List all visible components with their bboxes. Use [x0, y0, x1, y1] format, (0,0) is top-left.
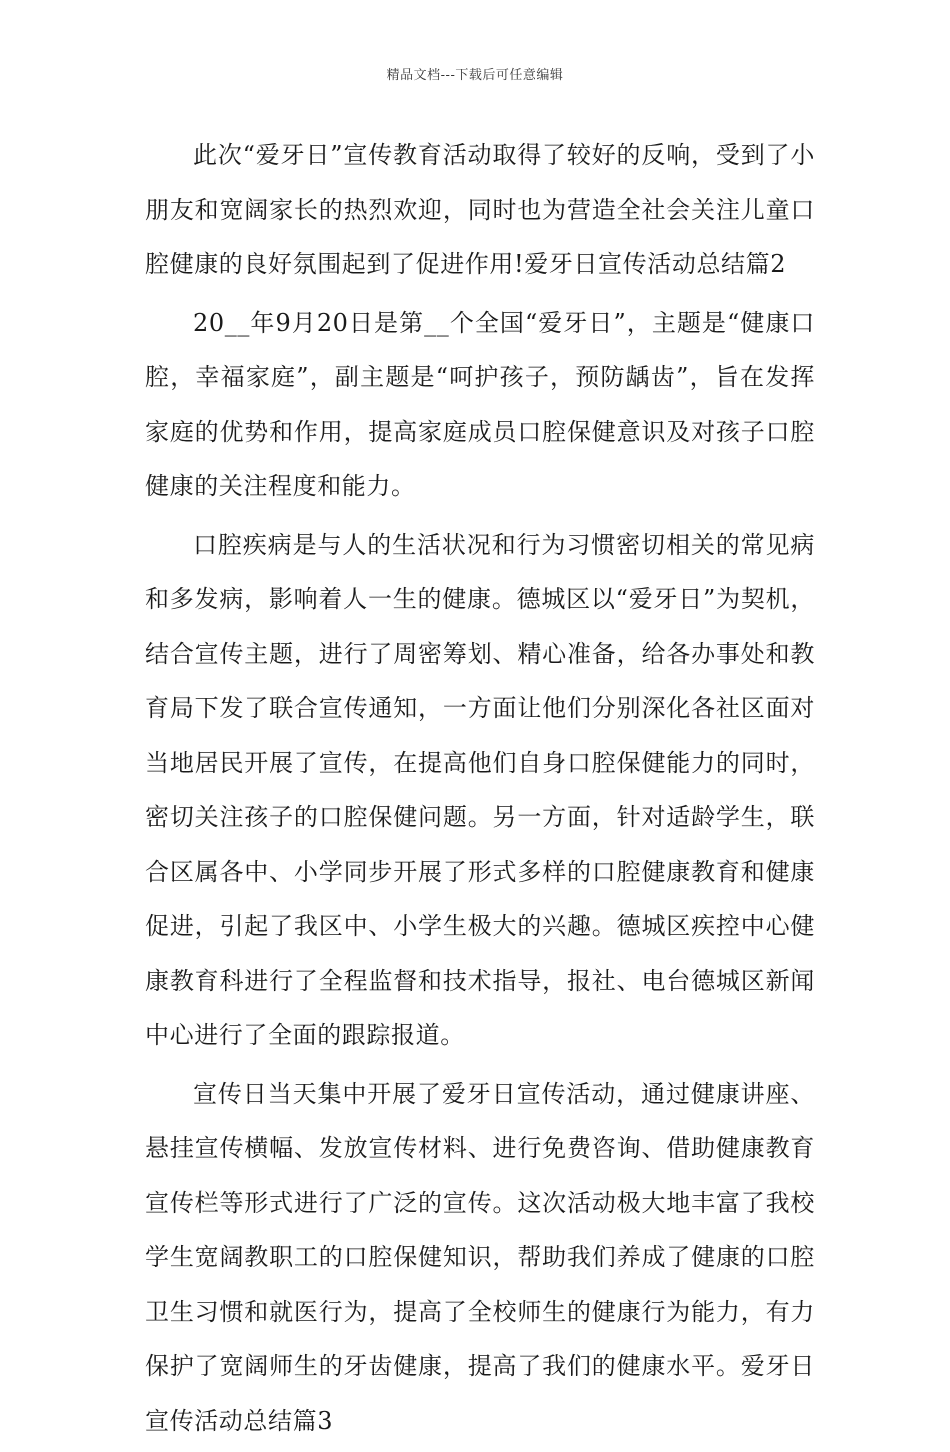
paragraph-1: 此次“爱牙日”宣传教育活动取得了较好的反响，受到了小朋友和宽阔家长的热烈欢迎，同时也为营造全社会关注儿童口腔健康的良好氛围起到了促进作用!爱牙日宣传活动总结篇2 — [145, 141, 815, 278]
paragraph-4: 宣传日当天集中开展了爱牙日宣传活动，通过健康讲座、悬挂宣传横幅、发放宣传材料、进行免费咨询、借助健康教育宣传栏等形式进行了广泛的宣传。这次活动极大地丰富了我校学生宽阔教职工的口腔保健知识，帮助我们养成了健康的口腔卫生习惯和就医行为，提高了全校师生的健康行为能力，有力保护了宽阔师生的牙齿健康，提高了我们的健康水平。爱牙日宣传活动总结篇3 — [145, 1079, 815, 1435]
paragraph-2: 20__年9月20日是第__个全国“爱牙日”，主题是“健康口腔，幸福家庭”，副主题是“呵护孩子，预防龋齿”，旨在发挥家庭的优势和作用，提高家庭成员口腔保健意识及对孩子口腔健康的关注程度和能力。 — [145, 308, 815, 500]
document-body — [145, 128, 815, 1452]
page-header: 精品文档---下载后可任意编辑 — [386, 68, 564, 83]
paragraph-3: 口腔疾病是与人的生活状况和行为习惯密切相关的常见病和多发病，影响着人一生的健康。德城区以“爱牙日”为契机，结合宣传主题，进行了周密筹划、精心准备，给各办事处和教育局下发了联合宣传通知，一方面让他们分别深化各社区面对当地居民开展了宣传，在提高他们自身口腔保健能力的同时，密切关注孩子的口腔保健问题。另一方面，针对适龄学生，联合区属各中、小学同步开展了形式多样的口腔健康教育和健康促进，引起了我区中、小学生极大的兴趣。德城区疾控中心健康教育科进行了全程监督和技术指导，报社、电台德城区新闻中心进行了全面的跟踪报道。 — [145, 530, 815, 1049]
